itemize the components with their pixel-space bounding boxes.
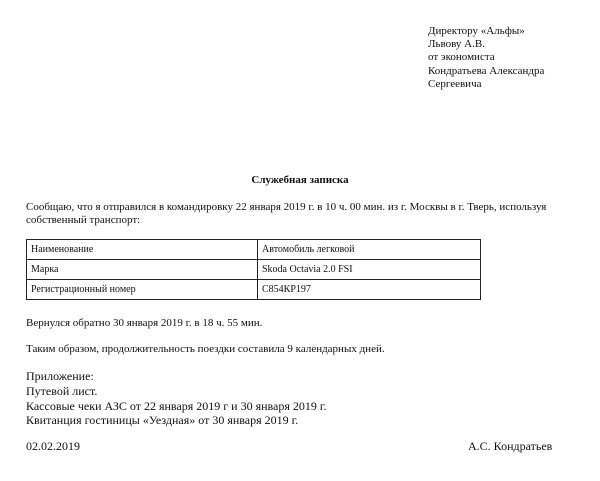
addressee-line: Кондратьева Александра <box>428 64 545 77</box>
table-cell-value: Skoda Octavia 2.0 FSI <box>258 260 481 280</box>
attachments-heading: Приложение: <box>26 369 94 383</box>
table-cell-label: Марка <box>27 260 258 280</box>
document-title: Служебная записка <box>251 174 349 186</box>
attachments-block <box>26 369 326 428</box>
attachment-item: Квитанция гостиницы «Уездная» от 30 января 2019 г. <box>26 413 299 428</box>
addressee-line: Директору «Альфы» <box>428 25 525 37</box>
vehicle-table <box>26 239 481 300</box>
table-cell-value: С854КР197 <box>258 280 481 300</box>
table-row <box>27 280 481 300</box>
document-date: 02.02.2019 <box>26 439 80 453</box>
duration-paragraph: Таким образом, продолжительность поездки составила 9 календарных дней. <box>26 343 385 355</box>
table-cell-label: Наименование <box>27 240 258 260</box>
addressee-line: Львову А.В. <box>428 38 485 51</box>
signature-name: А.С. Кондратьев <box>468 439 553 453</box>
table-row <box>27 240 481 260</box>
addressee-line: от экономиста <box>428 51 495 64</box>
attachment-item: Кассовые чеки АЗС от 22 января 2019 г и 30 января 2019 г. <box>26 398 327 413</box>
addressee-line: Сергеевича <box>428 77 482 90</box>
table-row <box>27 260 481 280</box>
return-paragraph: Вернулся обратно 30 января 2019 г. в 18 ч. 55 мин. <box>26 317 263 329</box>
attachment-item: Путевой лист. <box>26 383 98 398</box>
table-cell-value: Автомобиль легковой <box>258 240 481 260</box>
intro-paragraph: Сообщаю, что я отправился в командировку 22 января 2019 г. в 10 ч. 00 мин. из г. Москвы в г. Тверь, используя собственный транспорт: <box>26 201 547 226</box>
addressee-block <box>428 25 544 91</box>
table-cell-label: Регистрационный номер <box>27 280 258 300</box>
